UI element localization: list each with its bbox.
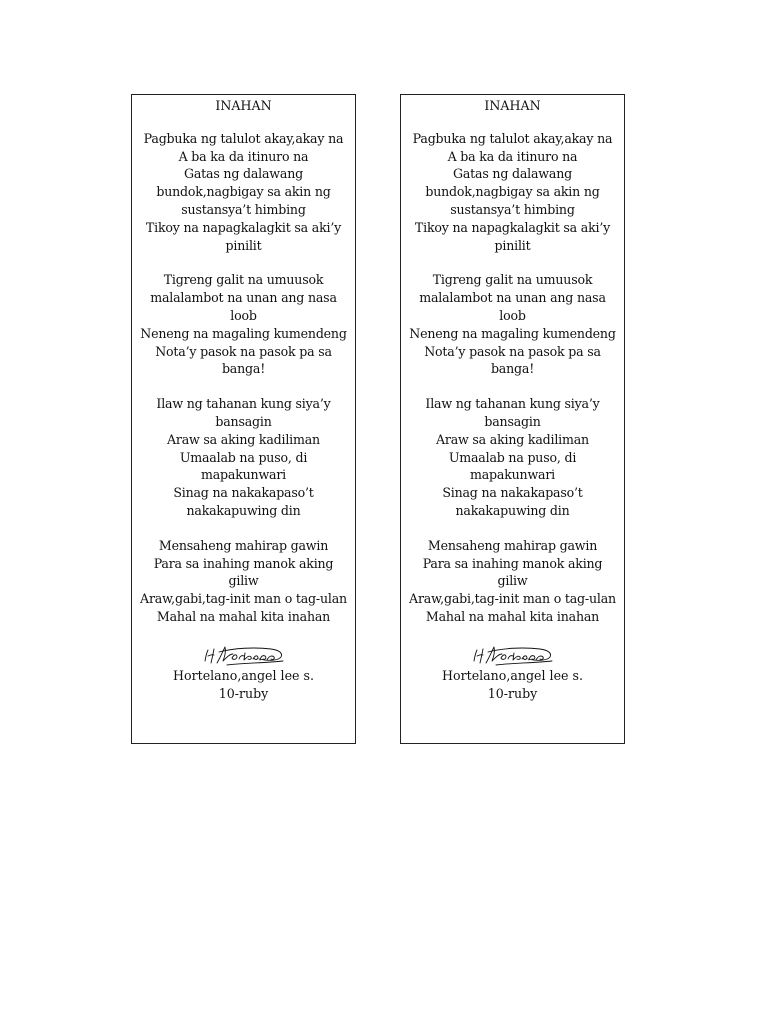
poem-line: Mahal na mahal kita inahan [156, 608, 331, 624]
poem-title: INAHAN [484, 98, 541, 113]
poem-line: Tigreng galit na umuusok [432, 272, 593, 288]
poem-line: Tikoy na napagkalagkit sa aki’y [414, 219, 611, 235]
poem-line: Ilaw ng tahanan kung siya’y [156, 396, 331, 412]
poem-line: loob [499, 307, 526, 323]
poem-line: Araw,gabi,tag-init man o tag-ulan [140, 591, 347, 607]
poem-line: Para sa inahing manok aking [422, 555, 603, 571]
author-section: 10-ruby [487, 685, 538, 701]
poem-line: Nota’y pasok na pasok pa sa [155, 343, 332, 359]
poem-line: Neneng na magaling kumendeng [140, 325, 347, 341]
poem-line: mapakunwari [469, 467, 555, 483]
poem-line: bundok,nagbigay sa akin ng [425, 184, 600, 200]
poem-stanza [401, 395, 624, 520]
poem-line: Araw sa aking kadiliman [167, 431, 320, 447]
poem-stanza [132, 130, 355, 255]
poem-line: malalambot na unan ang nasa [150, 290, 337, 306]
author-name: Hortelano,angel lee s. [173, 667, 314, 683]
poem-line: Sinag na nakakapaso’t [173, 485, 314, 501]
handwritten-signature [468, 643, 558, 667]
poem-stanza [132, 271, 355, 378]
poem-line: A ba ka da itinuro na [178, 148, 309, 164]
poem-line: Gatas ng dalawang [184, 166, 303, 182]
poem-line: sustansya’t himbing [450, 201, 575, 217]
poem-line: nakakapuwing din [186, 502, 301, 518]
poem-stanza [132, 395, 355, 520]
poem-stanza [401, 130, 624, 255]
poem-line: Umaalab na puso, di [179, 449, 308, 465]
poem-line: Araw sa aking kadiliman [436, 431, 589, 447]
poem-line: Tigreng galit na umuusok [163, 272, 324, 288]
poem-line: bansagin [484, 413, 541, 429]
poem-line: loob [230, 307, 257, 323]
poem-line: Tikoy na napagkalagkit sa aki’y [145, 219, 342, 235]
poem-line: giliw [497, 573, 528, 589]
poem-line: A ba ka da itinuro na [447, 148, 578, 164]
poem-card-right [400, 94, 625, 744]
poem-line: Sinag na nakakapaso’t [442, 485, 583, 501]
poem-line: Mensaheng mahirap gawin [158, 537, 329, 553]
poem-stanza [401, 537, 624, 626]
poem-stanza [132, 537, 355, 626]
poem-line: Araw,gabi,tag-init man o tag-ulan [409, 591, 616, 607]
poem-title: INAHAN [215, 98, 272, 113]
poem-line: bundok,nagbigay sa akin ng [156, 184, 331, 200]
poem-line: nakakapuwing din [455, 502, 570, 518]
poem-line: bansagin [215, 413, 272, 429]
poem-line: Mensaheng mahirap gawin [427, 537, 598, 553]
author-name: Hortelano,angel lee s. [442, 667, 583, 683]
poem-line: pinilit [494, 237, 531, 253]
poem-line: Ilaw ng tahanan kung siya’y [425, 396, 600, 412]
poem-line: Para sa inahing manok aking [153, 555, 334, 571]
poem-line: malalambot na unan ang nasa [419, 290, 606, 306]
poem-line: Mahal na mahal kita inahan [425, 608, 600, 624]
poem-stanza [401, 271, 624, 378]
poem-line: Gatas ng dalawang [453, 166, 572, 182]
poem-line: sustansya’t himbing [181, 201, 306, 217]
poem-line: Neneng na magaling kumendeng [409, 325, 616, 341]
author-section: 10-ruby [218, 685, 269, 701]
poem-line: Pagbuka ng talulot akay,akay na [412, 130, 613, 146]
poem-line: mapakunwari [200, 467, 286, 483]
poem-line: banga! [490, 361, 535, 377]
handwritten-signature [199, 643, 289, 667]
poem-line: Umaalab na puso, di [448, 449, 577, 465]
poem-line: Nota’y pasok na pasok pa sa [424, 343, 601, 359]
poem-card-left [131, 94, 356, 744]
poem-line: giliw [228, 573, 259, 589]
poem-line: Pagbuka ng talulot akay,akay na [143, 130, 344, 146]
poem-line: banga! [221, 361, 266, 377]
poem-line: pinilit [225, 237, 262, 253]
